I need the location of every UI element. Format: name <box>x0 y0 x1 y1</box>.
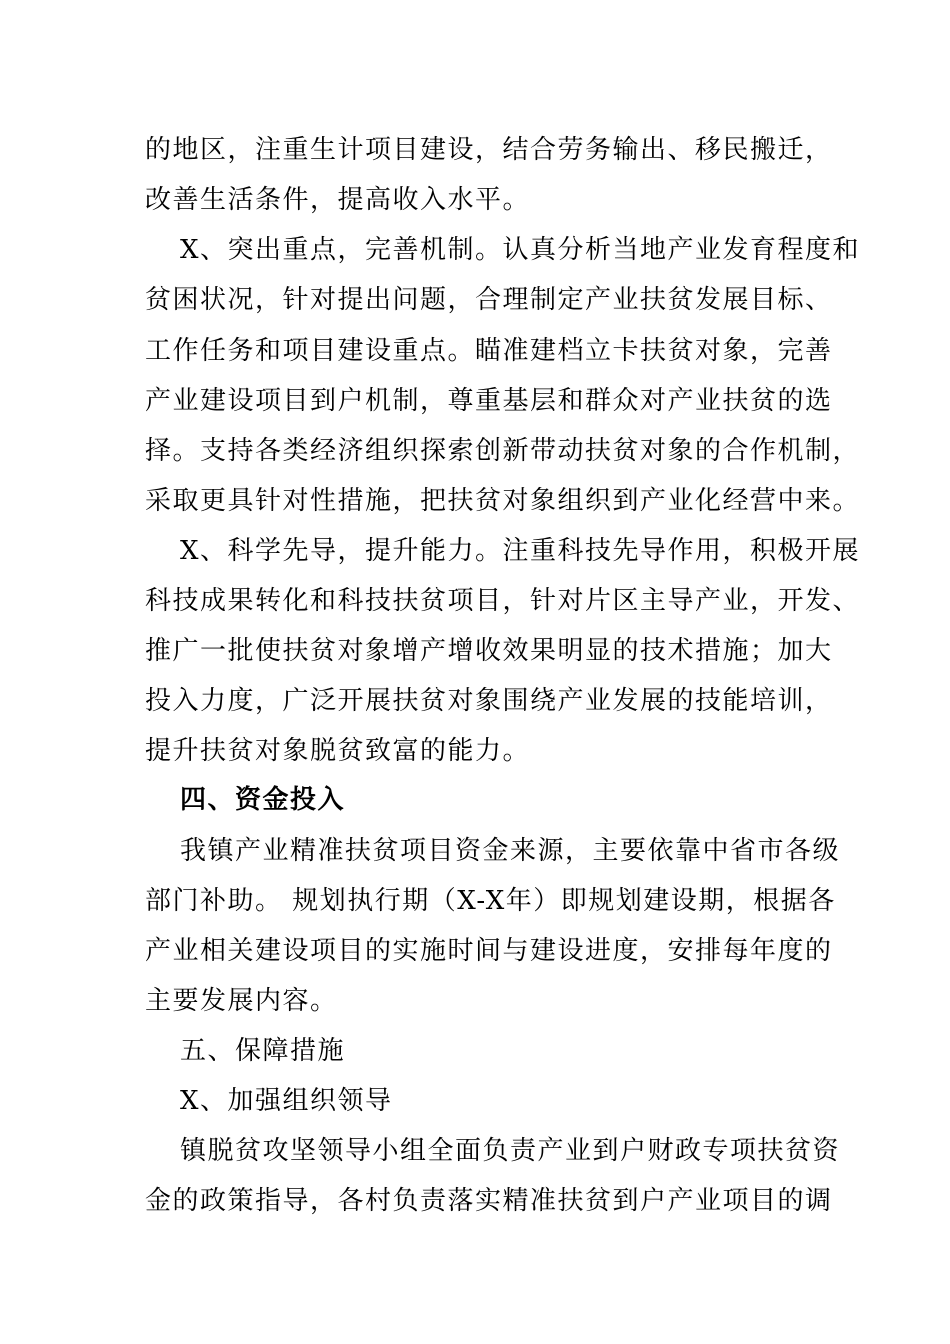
paragraph-line: 部门补助。 规划执行期（X-X年）即规划建设期，根据各 <box>145 886 836 916</box>
paragraph-line: 提升扶贫对象脱贫致富的能力。 <box>145 736 531 766</box>
paragraph-line: 改善生活条件，提高收入水平。 <box>145 185 531 215</box>
paragraph-line: X、科学先导，提升能力。注重科技先导作用，积极开展 <box>180 536 861 566</box>
paragraph-line: 推广一批使扶贫对象增产增收效果明显的技术措施；加大 <box>145 636 833 666</box>
section-heading: 五、保障措施 <box>180 1036 346 1066</box>
paragraph-line: 金的政策指导，各村负责落实精准扶贫到户产业项目的调 <box>145 1186 833 1216</box>
paragraph-line: 投入力度，广泛开展扶贫对象围绕产业发展的技能培训， <box>145 686 833 716</box>
paragraph-line: 采取更具针对性措施，把扶贫对象组织到产业化经营中来。 <box>145 486 861 516</box>
paragraph-line: 主要发展内容。 <box>145 986 338 1016</box>
paragraph-line: 工作任务和项目建设重点。瞄准建档立卡扶贫对象，完善 <box>145 336 833 366</box>
paragraph-line: 贫困状况，针对提出问题，合理制定产业扶贫发展目标、 <box>145 285 833 315</box>
paragraph-line: 的地区，注重生计项目建设，结合劳务输出、移民搬迁， <box>145 135 833 165</box>
paragraph-line: X、突出重点，完善机制。认真分析当地产业发育程度和 <box>180 235 861 265</box>
paragraph-line: 我镇产业精准扶贫项目资金来源，主要依靠中省市各级 <box>180 836 841 866</box>
paragraph-line: 产业相关建设项目的实施时间与建设进度，安排每年度的 <box>145 936 833 966</box>
subsection-heading: X、加强组织领导 <box>180 1086 393 1116</box>
paragraph-line: 科技成果转化和科技扶贫项目，针对片区主导产业，开发、 <box>145 586 861 616</box>
paragraph-line: 产业建设项目到户机制，尊重基层和群众对产业扶贫的选 <box>145 386 833 416</box>
section-heading: 四、资金投入 <box>180 785 346 815</box>
paragraph-line: 镇脱贫攻坚领导小组全面负责产业到户财政专项扶贫资 <box>180 1136 841 1166</box>
paragraph-line: 择。支持各类经济组织探索创新带动扶贫对象的合作机制， <box>145 436 861 466</box>
